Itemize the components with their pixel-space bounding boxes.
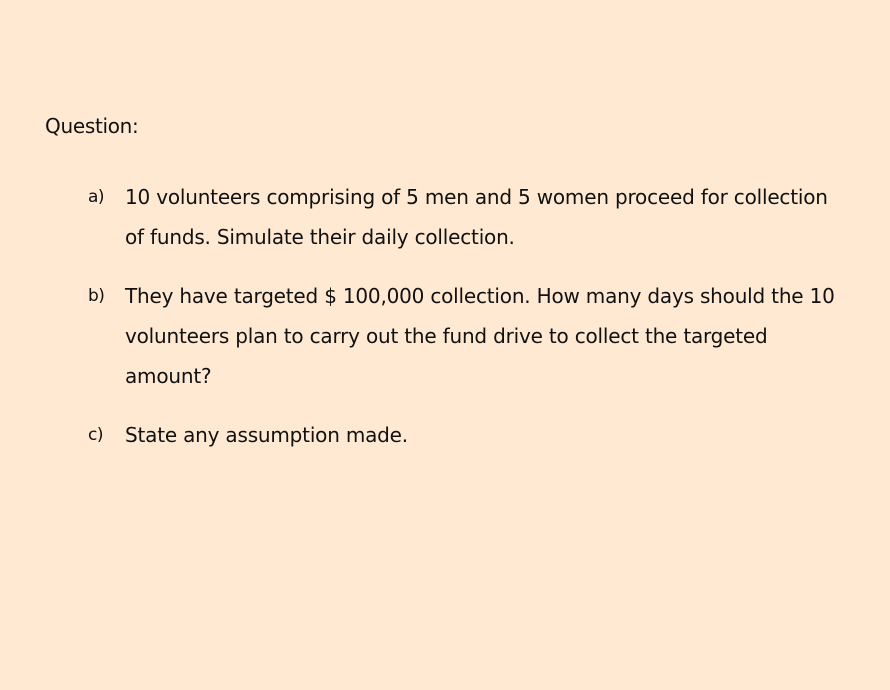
item-text: 10 volunteers comprising of 5 men and 5 women proceed for collection of funds. Simulate their daily collection. (125, 185, 828, 249)
item-letter: b) (88, 286, 105, 306)
item-text: They have targeted $ 100,000 collection. How many days should the 10 volunteers plan to carry out the fund drive to collect the targeted amount? (125, 284, 835, 388)
question-heading: Question: (45, 114, 139, 138)
item-text: State any assumption made. (125, 423, 408, 447)
item-letter: c) (88, 425, 103, 445)
item-letter: a) (88, 187, 105, 207)
